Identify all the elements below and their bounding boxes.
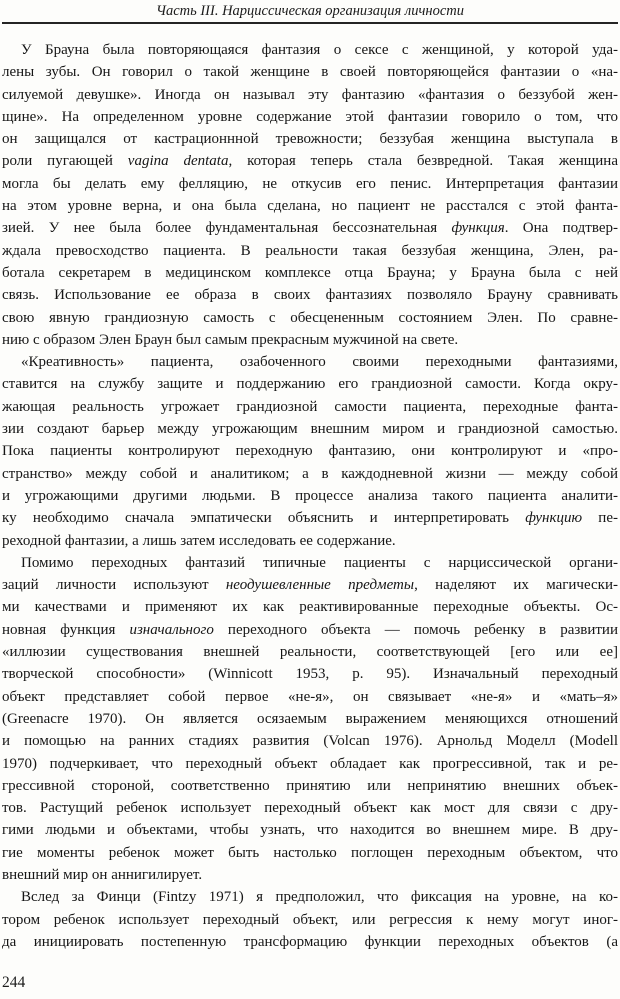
text-segment: (Greenacre 1970). Он является осязаемым выражением меняющихся отношений [2, 710, 618, 727]
text-line [2, 641, 618, 663]
text-line [2, 329, 618, 351]
text-segment: тором ребенок использует переходный объект, или регрессия к нему могут иног- [2, 911, 618, 928]
text-segment: переходного объекта — помочь ребенку в развитии [213, 621, 618, 638]
text-segment: жающая реальность угрожает грандиозной самости пациента, переходные фанта- [2, 398, 618, 415]
text-line [2, 775, 618, 797]
text-segment: свою явную грандиозную самость с обесцененным состоянием Элен. По сравне- [2, 309, 618, 326]
text-segment: . Она подтвер- [504, 220, 618, 237]
text-line [2, 819, 618, 841]
text-line [2, 931, 618, 953]
body-text [2, 39, 618, 953]
text-line [2, 128, 618, 150]
text-segment: он защищался от кастрационнной тревожности; беззубая женщина выступала в [2, 131, 618, 148]
text-line [2, 106, 618, 128]
italic-text-segment: неодушевленные предметы [225, 577, 415, 594]
paragraph [2, 886, 618, 953]
italic-text-segment: функцию [525, 510, 583, 527]
text-line [2, 39, 618, 61]
text-segment: заций личности используют [2, 577, 226, 594]
text-segment: тов. Растущий ребенок использует переходный объект как мост для связи с дру- [2, 800, 618, 817]
text-line [2, 217, 618, 239]
text-line [2, 797, 618, 819]
text-line [2, 686, 618, 708]
text-segment: гие моменты ребенок может быть настолько поглощен переходным объектом, что [2, 844, 618, 861]
text-segment: реходной фантазии, а лишь затем исследовать ее содержание. [2, 532, 396, 549]
text-segment: нию с образом Элен Браун был самым прекрасным мужчиной на свете. [2, 331, 459, 348]
text-segment: , наделяют их магически- [414, 577, 618, 594]
header-rule [2, 22, 618, 24]
text-line [2, 284, 618, 306]
text-segment: ку необходимо сначала эмпатически объяснить и интерпретировать [2, 510, 526, 527]
text-line [2, 84, 618, 106]
text-segment: «иллюзии существования внешней реальности, соответствующей [его или ее] [2, 644, 618, 661]
text-line [2, 909, 618, 931]
text-segment: У Брауна была повторяющаяся фантазия о сексе с женщиной, у которой уда- [21, 42, 618, 58]
text-segment: Пока пациенты контролируют переходную фантазию, они контролируют и «про- [2, 443, 618, 460]
text-line [2, 150, 618, 172]
italic-text-segment: vagina dentata [127, 153, 229, 170]
text-line [2, 507, 618, 529]
text-line [2, 842, 618, 864]
text-segment: гими людьми и объектами, чтобы узнать, что находится во внешнем мире. В дру- [2, 822, 618, 839]
text-segment: странство» между собой и аналитиком; а в каждодневной жизни — между собой [2, 465, 618, 482]
running-header: Часть III. Нарциссическая организация личности [155, 3, 465, 19]
text-line [2, 61, 618, 83]
text-segment: ждала превосходство пациента. В реальности такая беззубая женщина, Элен, ра- [2, 242, 618, 259]
text-segment: , которая теперь стала безвредной. Такая женщина [228, 153, 618, 170]
text-segment: пе- [582, 510, 618, 527]
text-line [2, 485, 618, 507]
text-segment: силуемой девушке». Иногда он называл эту фантазию «фантазия о беззубой жен- [2, 86, 618, 103]
text-segment: и помощью на ранних стадиях развития (Volcan 1976). Арнольд Моделл (Modell [2, 733, 618, 750]
paragraph [2, 351, 618, 552]
text-line [2, 753, 618, 775]
text-segment: и угрожающими другими людьми. В процессе анализа такого пациента аналити- [2, 487, 618, 504]
text-line [2, 240, 618, 262]
text-line [2, 418, 618, 440]
text-segment: творческой способности» (Winnicott 1953, p. 95). Изначальный переходный [2, 666, 618, 683]
text-line [2, 730, 618, 752]
paragraph [2, 39, 618, 351]
text-line [2, 619, 618, 641]
italic-text-segment: изначального [129, 621, 214, 638]
text-line [2, 307, 618, 329]
text-line [2, 262, 618, 284]
text-line [2, 886, 618, 908]
text-line [2, 530, 618, 552]
text-line [2, 463, 618, 485]
text-segment: могла бы делать ему фелляцию, не откусив его пенис. Интерпретация фантазии [2, 175, 618, 192]
text-segment: да инициировать постепенную трансформацию функции переходных объектов (а [2, 933, 618, 950]
text-segment: грессивной стороной, соответственно принятию или непринятию внешних объек- [2, 777, 618, 794]
text-line [2, 173, 618, 195]
text-segment: внешний мир он аннигилирует. [2, 866, 203, 883]
paragraph [2, 552, 618, 886]
text-line [2, 663, 618, 685]
italic-text-segment: функция [451, 220, 505, 237]
text-segment: 1970) подчеркивает, что переходный объект обладает как прогрессивной, так и ре- [2, 755, 618, 772]
text-segment: зии создают барьер между угрожающим внешним миром и грандиозной самостью. [2, 421, 618, 438]
text-segment: Вслед за Финци (Fintzy 1971) я предположил, что фиксация на уровне, на ко- [21, 889, 618, 906]
text-segment: ставится на службу защите и поддержанию его грандиозной самости. Когда окру- [2, 376, 618, 393]
text-segment: на этом уровне верна, и она была сделана, но пациент не расстался с этой фанта- [2, 198, 618, 215]
text-segment: роли пугающей [2, 153, 128, 170]
text-line [2, 195, 618, 217]
page-number: 244 [2, 974, 26, 991]
text-line [2, 708, 618, 730]
text-line [2, 574, 618, 596]
text-segment: ми качествами и применяют их как реактивированные переходные объекты. Ос- [2, 599, 618, 616]
text-segment: связь. Использование ее образа в своих фантазиях позволяло Брауну сравнивать [2, 287, 618, 304]
text-line [2, 373, 618, 395]
text-line [2, 864, 618, 886]
text-segment: объект представляет собой первое «не-я», он связывает «не-я» и «мать–я» [2, 688, 618, 705]
text-segment: щине». На определенном уровне содержание этой фантазии говорило о том, что [2, 108, 618, 125]
text-line [2, 440, 618, 462]
text-segment: «Креативность» пациента, озабоченного своими переходными фантазиями, [21, 354, 618, 371]
text-segment: Помимо переходных фантазий типичные пациенты с нарциссической органи- [21, 554, 618, 571]
text-segment: новная функция [2, 621, 130, 638]
text-line [2, 552, 618, 574]
text-line [2, 596, 618, 618]
text-line [2, 351, 618, 373]
text-segment: ботала секретарем в медицинском комплексе отца Брауна; у Брауна была с ней [2, 264, 618, 281]
text-segment: зией. У нее была более фундаментальная бессознательная [2, 220, 452, 237]
text-segment: лены зубы. Он говорил о такой женщине в своей повторяющейся фантазии о «на- [2, 64, 618, 81]
text-line [2, 396, 618, 418]
